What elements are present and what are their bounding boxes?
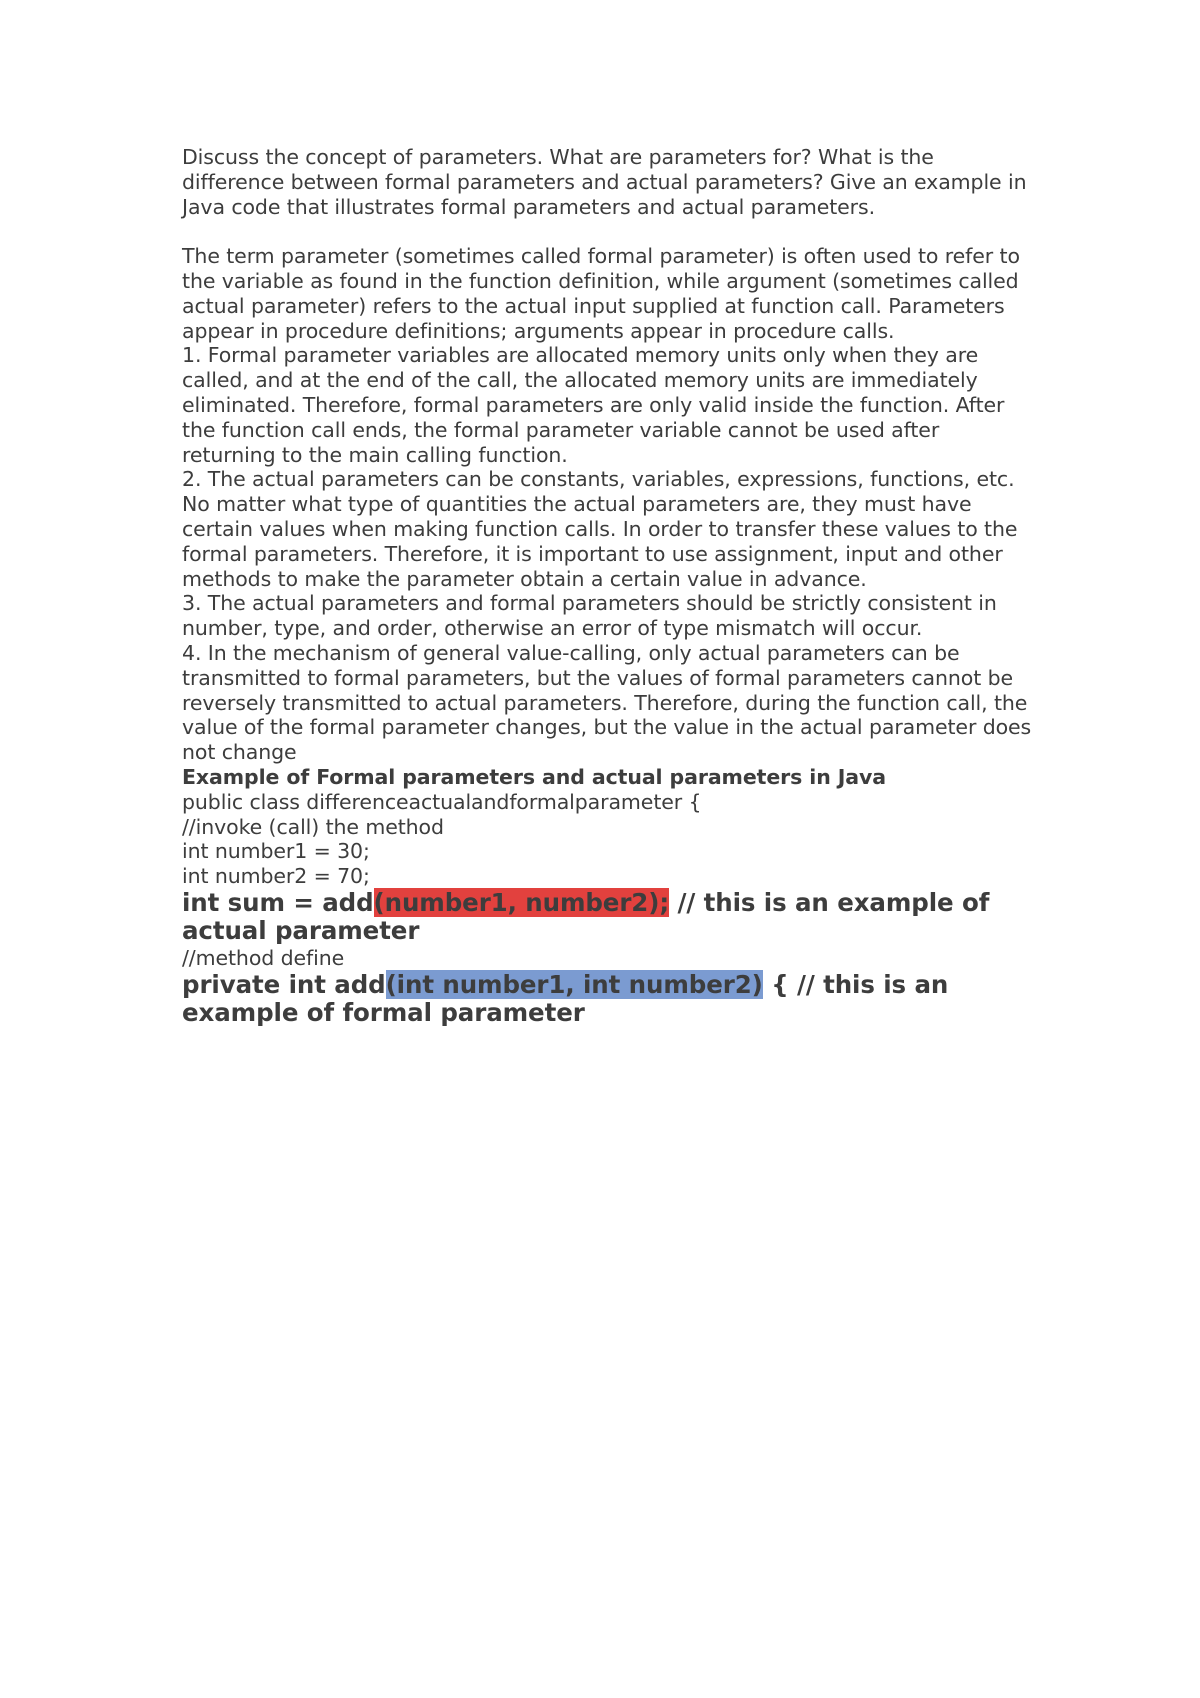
- paragraph-gap: [182, 219, 1032, 244]
- question-paragraph: Discuss the concept of parameters. What are parameters for? What is the difference between formal parameters and actual parameters? Give an example in Java code that illustrates formal parameters and actual parameters.: [182, 145, 1027, 219]
- actual-line-prefix: int sum = add: [182, 887, 374, 917]
- actual-parameter-highlight: (number1, number2);: [373, 887, 670, 917]
- point-2: 2. The actual parameters can be constants, variables, expressions, functions, etc. No matter what type of quantities the actual parameters are, they must have certain values when making function calls. In order to transfer these values to the formal parameters. Therefore, it is important to use assignment, input and other methods to make the parameter obtain a certain value in advance.: [182, 467, 1018, 591]
- intro-paragraph: The term parameter (sometimes called formal parameter) is often used to refer to the variable as found in the function definition, while argument (sometimes called actual parameter) refers to the actual input supplied at function call. Parameters appear in procedure definitions; arguments appear in procedure calls.: [182, 244, 1020, 343]
- method-define-comment: //method define: [182, 945, 345, 970]
- example-heading: Example of Formal parameters and actual parameters in Java: [182, 764, 886, 789]
- code-line-comment: //invoke (call) the method: [182, 814, 444, 839]
- code-line-class: public class differenceactualandformalparameter {: [182, 789, 702, 814]
- actual-parameter-line: [182, 889, 1032, 946]
- point-1: 1. Formal parameter variables are allocated memory units only when they are called, and at the end of the call, the allocated memory units are immediately eliminated. Therefore, formal parameters are only valid inside the function. After the function call ends, the formal parameter variable cannot be used after returning to the main calling function.: [182, 343, 1005, 467]
- point-3: 3. The actual parameters and formal parameters should be strictly consistent in number, type, and order, otherwise an error of type mismatch will occur.: [182, 591, 997, 641]
- formal-line-suffix: { // this is an example of formal parameter: [182, 969, 949, 1028]
- code-line-number1: int number1 = 30;: [182, 839, 370, 864]
- formal-parameter-highlight: (int number1, int number2): [385, 969, 763, 999]
- formal-line-prefix: private int add: [182, 969, 386, 999]
- formal-parameter-line: [182, 971, 1032, 1028]
- code-line-number2: int number2 = 70;: [182, 864, 370, 889]
- actual-line-suffix: // this is an example of actual parameter: [182, 887, 990, 946]
- point-4: 4. In the mechanism of general value-calling, only actual parameters can be transmitted to formal parameters, but the values of formal parameters cannot be reversely transmitted to actual parameters. Therefore, during the function call, the value of the formal parameter changes, but the value in the actual parameter does not change: [182, 640, 1032, 765]
- document-page: [182, 145, 1032, 1028]
